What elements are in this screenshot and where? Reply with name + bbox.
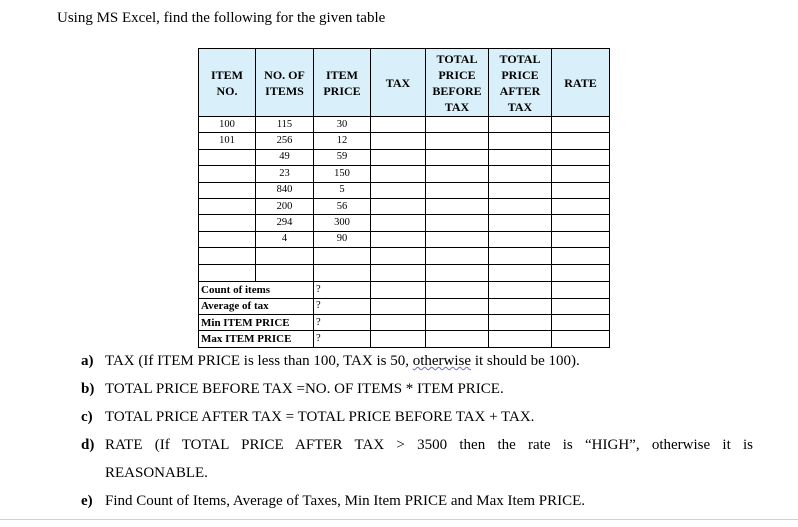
summary-label: Min ITEM PRICE <box>199 314 314 330</box>
table-cell: 840 <box>256 182 314 198</box>
page-edge-line <box>0 519 798 520</box>
question-letter: e) <box>81 493 93 509</box>
summary-value: ? <box>314 331 371 347</box>
question-d-continuation: REASONABLE. <box>105 465 208 481</box>
excel-table <box>198 48 610 348</box>
table-cell <box>426 182 489 198</box>
table-cell <box>371 265 426 282</box>
table-row <box>199 133 610 149</box>
header-cell: ITEM NO. <box>199 49 256 117</box>
table-cell: 23 <box>256 166 314 182</box>
question-letter: c) <box>81 409 93 425</box>
table-row <box>199 265 610 282</box>
table-cell <box>371 215 426 231</box>
table-cell <box>489 182 552 198</box>
table-cell <box>426 149 489 165</box>
table-cell <box>371 314 426 330</box>
table-cell: 200 <box>256 198 314 214</box>
table-cell <box>426 133 489 149</box>
table-cell <box>552 166 610 182</box>
table-cell: 49 <box>256 149 314 165</box>
table-cell <box>489 149 552 165</box>
table-cell <box>199 265 256 282</box>
table-cell: 5 <box>314 182 371 198</box>
table-cell <box>552 298 610 314</box>
table-cell: 59 <box>314 149 371 165</box>
table-cell <box>552 133 610 149</box>
table-cell: 90 <box>314 231 371 247</box>
table-row <box>199 182 610 198</box>
summary-row <box>199 314 610 330</box>
table-cell <box>314 265 371 282</box>
table-cell <box>371 149 426 165</box>
summary-label: Count of items <box>199 282 314 298</box>
table-cell: 100 <box>199 117 256 133</box>
question-e: e) Find Count of Items, Average of Taxes, Min Item PRICE and Max Item PRICE. <box>81 487 753 515</box>
header-cell: NO. OF ITEMS <box>256 49 314 117</box>
table-header-row <box>199 49 610 117</box>
table-cell <box>552 231 610 247</box>
table-cell <box>489 166 552 182</box>
question-letter: d) <box>81 437 95 453</box>
table-cell <box>489 133 552 149</box>
table-cell <box>199 149 256 165</box>
header-cell: TOTAL PRICE BEFORE TAX <box>426 49 489 117</box>
question-b: b) TOTAL PRICE BEFORE TAX =NO. OF ITEMS * ITEM PRICE. <box>81 375 753 403</box>
table-cell <box>489 231 552 247</box>
table-cell <box>371 117 426 133</box>
header-cell: ITEM PRICE <box>314 49 371 117</box>
table-cell <box>199 182 256 198</box>
table-cell <box>199 198 256 214</box>
table-cell: 4 <box>256 231 314 247</box>
summary-row <box>199 331 610 347</box>
table-row <box>199 117 610 133</box>
table-cell <box>371 231 426 247</box>
table-row <box>199 231 610 247</box>
table-cell <box>256 265 314 282</box>
table-cell: 30 <box>314 117 371 133</box>
table-cell <box>552 314 610 330</box>
table-cell <box>552 282 610 298</box>
table-cell <box>426 248 489 265</box>
spellcheck-word: otherwise <box>412 353 472 369</box>
table-row <box>199 248 610 265</box>
table-cell <box>552 117 610 133</box>
table-row <box>199 149 610 165</box>
table-cell: 12 <box>314 133 371 149</box>
table-cell <box>489 117 552 133</box>
question-letter: a) <box>81 353 94 369</box>
table-cell: 256 <box>256 133 314 149</box>
summary-value: ? <box>314 282 371 298</box>
table-cell <box>371 133 426 149</box>
summary-value: ? <box>314 314 371 330</box>
summary-label: Average of tax <box>199 298 314 314</box>
summary-label: Max ITEM PRICE <box>199 331 314 347</box>
question-c: c) TOTAL PRICE AFTER TAX = TOTAL PRICE BEFORE TAX + TAX. <box>81 403 753 431</box>
summary-value: ? <box>314 298 371 314</box>
table-cell <box>426 298 489 314</box>
table-cell <box>199 248 256 265</box>
table-cell <box>426 265 489 282</box>
table-row <box>199 166 610 182</box>
header-cell: RATE <box>552 49 610 117</box>
table-cell <box>426 215 489 231</box>
table-cell <box>371 282 426 298</box>
table-cell <box>552 198 610 214</box>
table-cell <box>489 282 552 298</box>
question-letter: b) <box>81 381 95 397</box>
table-cell <box>489 265 552 282</box>
table-cell <box>489 198 552 214</box>
table-cell: 150 <box>314 166 371 182</box>
table-cell <box>426 331 489 347</box>
instruction-heading: Using MS Excel, find the following for the given table <box>57 10 386 26</box>
table-cell <box>552 149 610 165</box>
table-cell <box>371 166 426 182</box>
table-cell <box>426 117 489 133</box>
question-d: d) RATE (If TOTAL PRICE AFTER TAX > 3500 then the rate is “HIGH”, otherwise it is <box>81 431 753 459</box>
table-cell <box>489 215 552 231</box>
table-cell <box>552 215 610 231</box>
table-cell: 101 <box>199 133 256 149</box>
table-cell <box>199 215 256 231</box>
table-cell <box>199 166 256 182</box>
table-cell <box>371 331 426 347</box>
table-cell: 115 <box>256 117 314 133</box>
table-row <box>199 198 610 214</box>
table-cell: 56 <box>314 198 371 214</box>
table-cell <box>489 298 552 314</box>
table-cell <box>426 198 489 214</box>
table-cell <box>371 198 426 214</box>
summary-row <box>199 298 610 314</box>
table-cell <box>426 166 489 182</box>
table-cell <box>371 182 426 198</box>
question-list <box>81 347 753 515</box>
table-row <box>199 215 610 231</box>
table-cell <box>552 331 610 347</box>
header-cell: TOTAL PRICE AFTER TAX <box>489 49 552 117</box>
question-a: a) TAX (If ITEM PRICE is less than 100, TAX is 50, otherwise it should be 100). <box>81 347 753 375</box>
header-cell: TAX <box>371 49 426 117</box>
table-cell <box>489 248 552 265</box>
table-cell <box>426 282 489 298</box>
table-cell <box>489 331 552 347</box>
table-cell <box>489 314 552 330</box>
table-cell <box>426 231 489 247</box>
table-cell <box>199 231 256 247</box>
table-cell <box>256 248 314 265</box>
table-cell: 294 <box>256 215 314 231</box>
table-cell <box>552 182 610 198</box>
table-cell: 300 <box>314 215 371 231</box>
table-cell <box>426 314 489 330</box>
summary-row <box>199 282 610 298</box>
table-cell <box>552 248 610 265</box>
table-cell <box>371 298 426 314</box>
table-cell <box>552 265 610 282</box>
table-cell <box>314 248 371 265</box>
table-cell <box>371 248 426 265</box>
